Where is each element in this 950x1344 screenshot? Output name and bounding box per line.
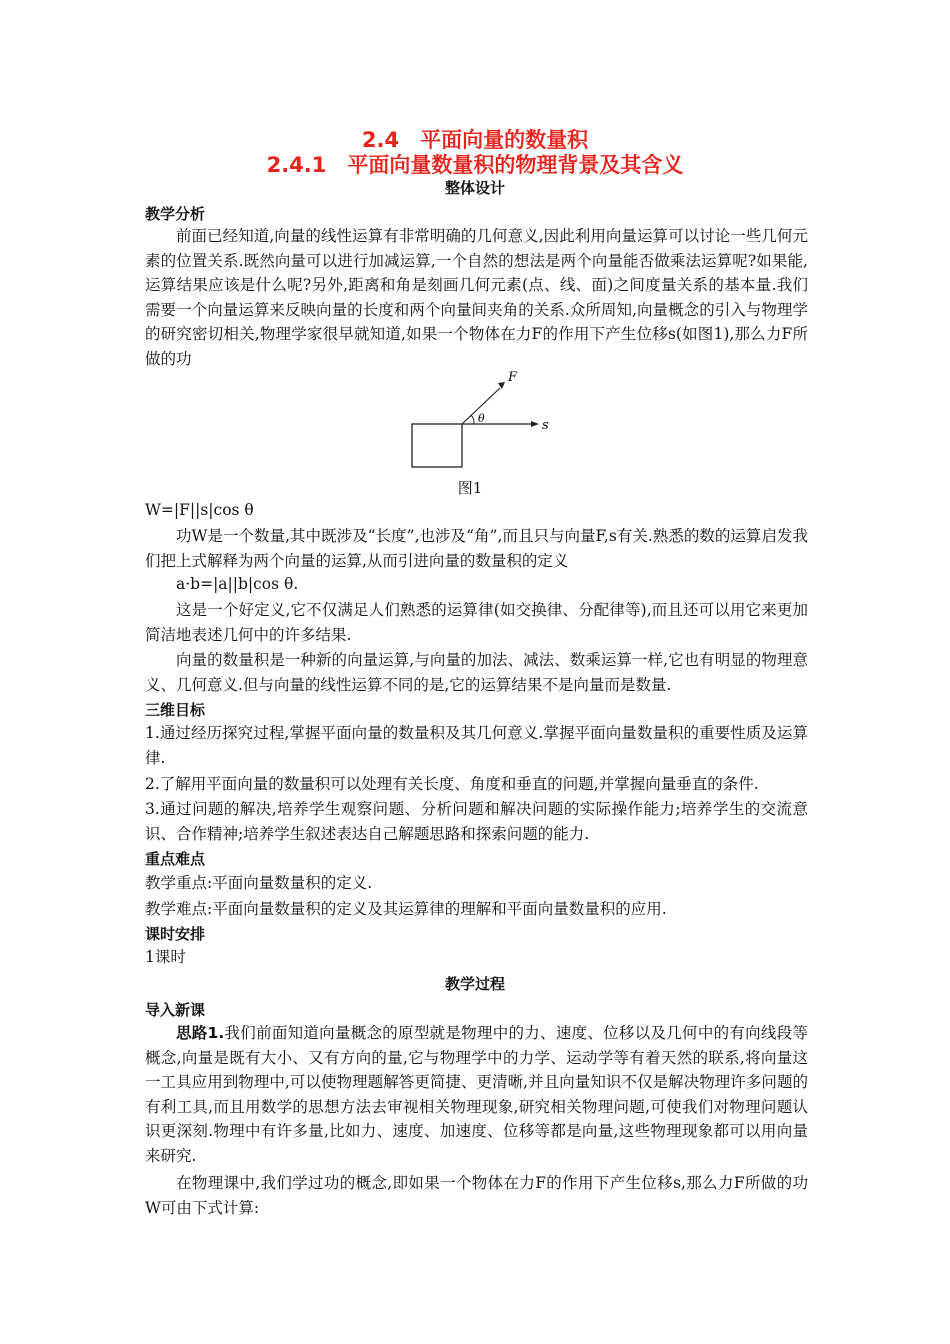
analysis-paragraph-1: 前面已经知道,向量的线性运算有非常明确的几何意义,因此利用向量运算可以讨论一些几何元素的位置关系.既然向量可以进行加减运算,一个自然的想法是两个向量能否做乘法运算呢?如果能,运算结果应该是什么呢?另外,距离和角是刻画几何元素(点、线、面)之间度量关系的基本量.我们需要一个向量运算来反映向量的长度和两个向量间夹角的关系.众所周知,向量概念的引入与物理学的研究密切相关,物理学家很早就知道,如果一个物体在力F的作用下产生位移s(如图1),那么力F所做的功 [145, 227, 808, 368]
dot-product-formula: a·b=|a||b|cos θ. [176, 575, 299, 593]
analysis-paragraph-4: 向量的数量积是一种新的向量运算,与向量的加法、减法、数乘运算一样,它也有明显的物理意义、几何意义.但与向量的线性运算不同的是,它的运算结果不是向量而是数量. [145, 651, 808, 694]
block-rect [412, 424, 462, 467]
goal-item-1: 1.通过经历探究过程,掌握平面向量的数量积及其几何意义.掌握平面向量数量积的重要性质及运算律. [145, 724, 808, 767]
idea-text: 我们前面知道向量概念的原型就是物理中的力、速度、位移以及几何中的有向线段等概念,向量是既有大小、又有方向的量,它与物理学中的力学、运动学等有着天然的联系,将向量这一工具应用到物理中,可以使物理题解答更简捷、更清晰,并且向量知识不仅是解决物理许多问题的有利工具,而且用数学的思想方法去审视相关物理现象,研究相关物理问题,可使我们对物理问题认识更深刻.物理中有许多量,比如力、速度、加速度、位移等都是向量,这些物理现象都可以用向量来研究. [145, 1024, 808, 1165]
analysis-heading: 教学分析 [145, 205, 206, 223]
teaching-focus: 教学重点:平面向量数量积的定义. [145, 874, 373, 892]
displacement-arrowhead [531, 421, 539, 427]
intro-last-paragraph: 在物理课中,我们学过功的概念,即如果一个物体在力F的作用下产生位移s,那么力F所做的功W可由下式计算: [145, 1174, 808, 1217]
key-points-heading: 重点难点 [145, 850, 206, 868]
label-theta: θ [478, 412, 485, 425]
analysis-paragraph-2: 功W是一个数量,其中既涉及“长度”,也涉及“角”,而且只与向量F,s有关.熟悉的数的运算启发我们把上式解释为两个向量的运算,从而引进向量的数量积的定义 [145, 527, 808, 570]
goal-item-2: 2.了解用平面向量的数量积可以处理有关长度、角度和垂直的问题,并掌握向量垂直的条件. [145, 775, 759, 793]
force-arrowhead [498, 382, 505, 389]
intro-heading: 导入新课 [145, 1001, 206, 1019]
figure-caption: 图1 [457, 479, 483, 497]
intro-idea-paragraph [145, 1021, 808, 1168]
goal-item-3: 3.通过问题的解决,培养学生观察问题、分析问题和解决问题的实际操作能力;培养学生的交流意识、合作精神;培养学生叙述表达自己解题思路和探索问题的能力. [145, 800, 808, 843]
analysis-paragraph-3: 这是一个好定义,它不仅满足人们熟悉的运算律(如交换律、分配律等),而且还可以用它来更加简洁地表述几何中的许多结果. [145, 601, 808, 644]
goals-heading: 三维目标 [145, 701, 206, 719]
idea-label: 思路1. [176, 1024, 225, 1042]
overall-design-heading: 整体设计 [444, 179, 505, 197]
schedule-heading: 课时安排 [145, 925, 206, 943]
section-title: 2.4 平面向量的数量积 [361, 128, 589, 152]
subsection-title: 2.4.1 平面向量数量积的物理背景及其含义 [266, 153, 684, 177]
schedule-value: 1课时 [145, 948, 186, 966]
label-s: s [542, 418, 549, 433]
process-heading: 教学过程 [444, 975, 505, 993]
angle-arc [471, 415, 474, 424]
figure-force-displacement [405, 368, 555, 476]
work-formula: W=|F||s|cos θ [145, 501, 254, 519]
label-F: F [508, 370, 518, 385]
teaching-difficulty: 教学难点:平面向量数量积的定义及其运算律的理解和平面向量数量积的应用. [145, 900, 667, 918]
